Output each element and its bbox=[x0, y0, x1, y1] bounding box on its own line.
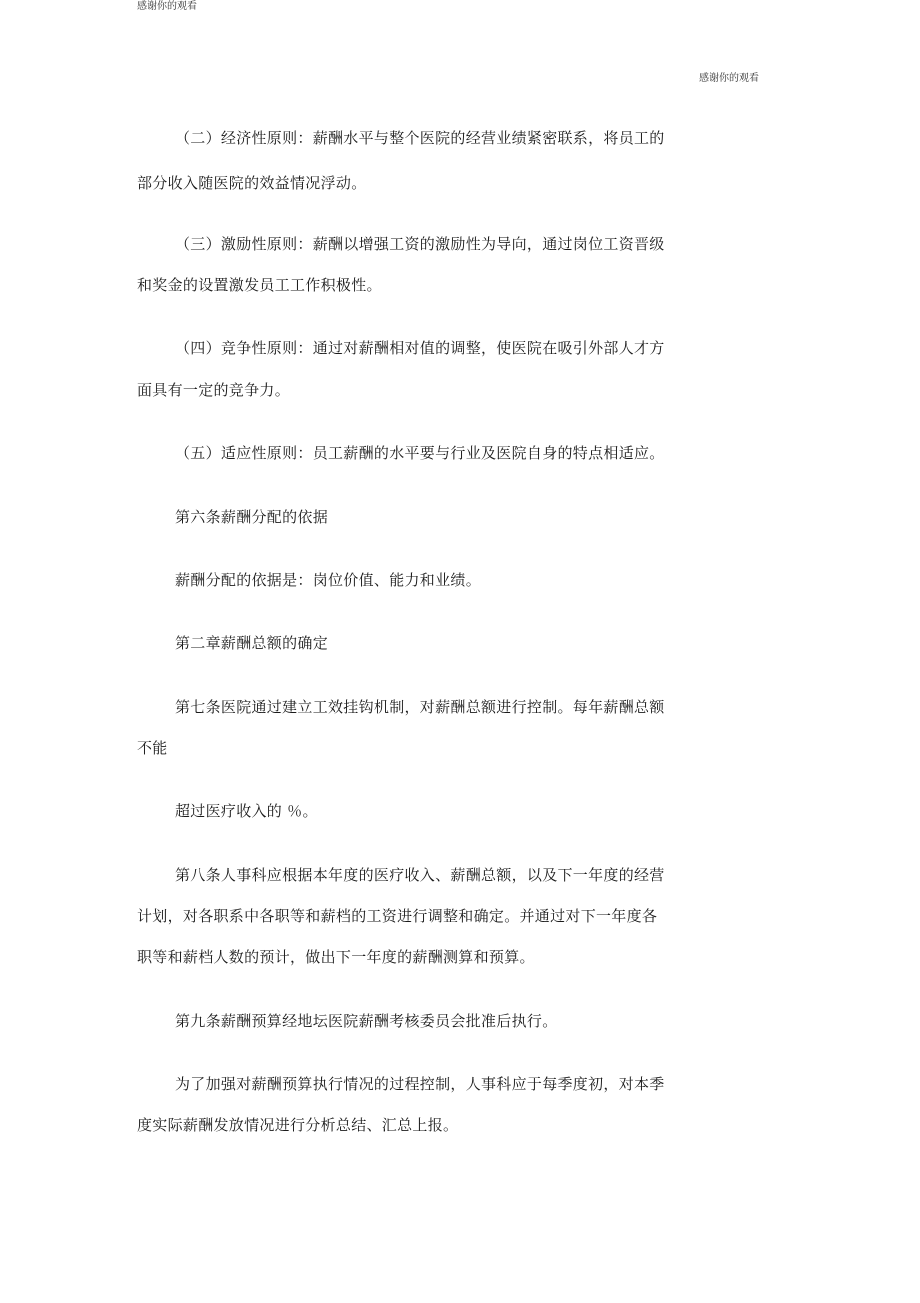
paragraph-line: 不能 bbox=[137, 739, 168, 757]
paragraph-line: 面具有一定的竞争力。 bbox=[137, 381, 291, 399]
page-header-left: 感谢你的观看 bbox=[137, 1, 197, 12]
paragraph-line: 薪酬分配的依据是：岗位价值、能力和业绩。 bbox=[175, 571, 482, 589]
paragraph-line: （二）经济性原则：薪酬水平与整个医院的经营业绩紧密联系，将员工的 bbox=[175, 129, 665, 147]
paragraph-line: 第九条薪酬预算经地坛医院薪酬考核委员会批准后执行。 bbox=[175, 1012, 558, 1030]
paragraph-line: 职等和薪档人数的预计，做出下一年度的薪酬测算和预算。 bbox=[137, 948, 535, 966]
paragraph-line: 第八条人事科应根据本年度的医疗收入、薪酬总额，以及下一年度的经营 bbox=[175, 866, 665, 884]
article-heading: 第六条薪酬分配的依据 bbox=[175, 508, 329, 526]
page-header-right: 感谢你的观看 bbox=[699, 73, 759, 84]
paragraph-line: （四）竞争性原则：通过对薪酬相对值的调整，使医院在吸引外部人才方 bbox=[175, 339, 665, 357]
paragraph-line: 为了加强对薪酬预算执行情况的过程控制，人事科应于每季度初，对本季 bbox=[175, 1075, 665, 1093]
paragraph-line: 和奖金的设置激发员工工作积极性。 bbox=[137, 276, 382, 294]
paragraph-line: 超过医疗收入的 ％。 bbox=[175, 802, 318, 820]
paragraph-line: 度实际薪酬发放情况进行分析总结、汇总上报。 bbox=[137, 1116, 459, 1134]
paragraph-line: 第七条医院通过建立工效挂钩机制，对薪酬总额进行控制。每年薪酬总额 bbox=[175, 698, 665, 716]
paragraph-line: 计划，对各职系中各职等和薪档的工资进行调整和确定。并通过对下一年度各 bbox=[137, 907, 658, 925]
paragraph-line: 部分收入随医院的效益情况浮动。 bbox=[137, 174, 367, 192]
paragraph-line: （五）适应性原则：员工薪酬的水平要与行业及医院自身的特点相适应。 bbox=[175, 444, 665, 462]
chapter-heading: 第二章薪酬总额的确定 bbox=[175, 634, 329, 652]
paragraph-line: （三）激励性原则：薪酬以增强工资的激励性为导向，通过岗位工资晋级 bbox=[175, 235, 665, 253]
